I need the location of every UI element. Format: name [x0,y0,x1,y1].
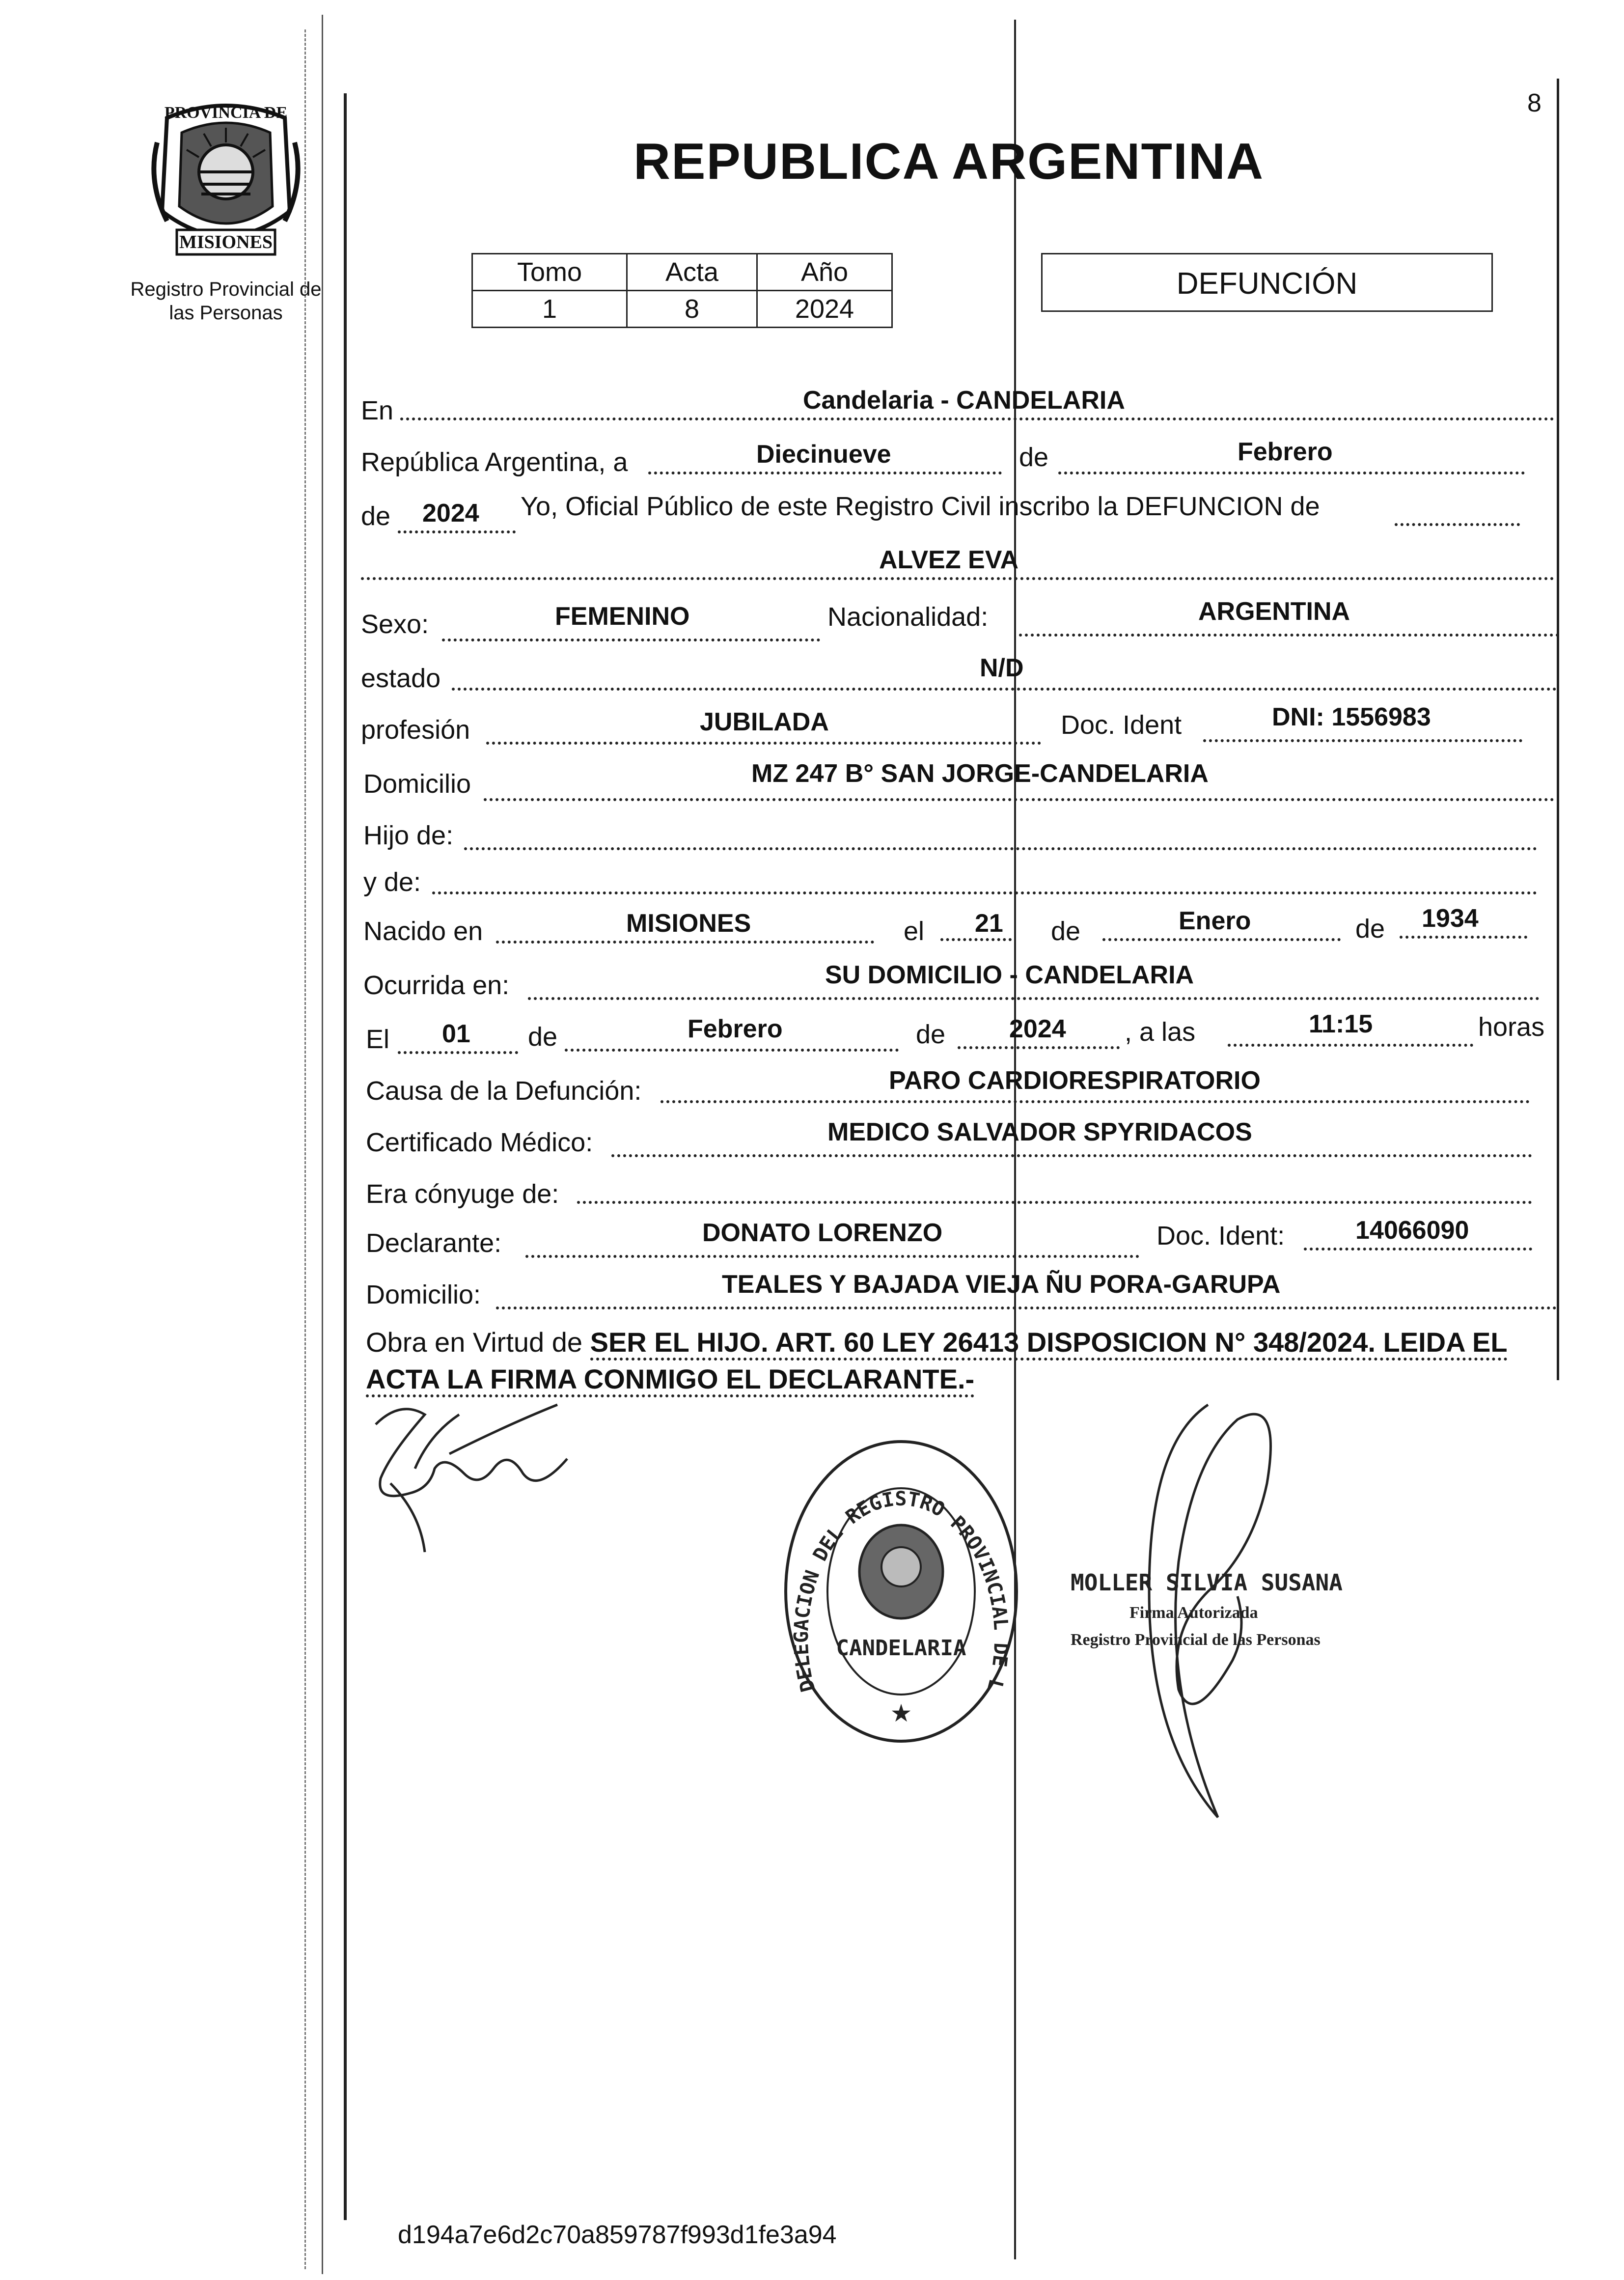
label-ocurrida-en: Ocurrida en: [363,971,510,1000]
label-sexo: Sexo: [361,610,429,639]
value-hora: 11:15 [1309,1010,1373,1038]
fill-yo [1395,523,1520,526]
value-fall-dia: 01 [442,1020,470,1048]
value-ocurrida-en: SU DOMICILIO - CANDELARIA [825,961,1194,989]
anio-value: 2024 [757,291,892,328]
fill-estado [452,688,1557,691]
label-de-fall-anio: de [916,1020,946,1049]
value-sexo: FEMENINO [555,602,690,631]
delegation-seal [781,1434,1021,1751]
tomo-header: Tomo [472,254,627,291]
value-nacionalidad: ARGENTINA [1198,597,1350,626]
value-fall-mes: Febrero [688,1015,783,1043]
book-reference-table [471,253,893,328]
label-de-anio: de [361,501,391,531]
fill-declarante [525,1255,1139,1258]
seal-ring-text: DELEGACION DEL REGISTRO PROVINCIAL DE L [790,1487,1013,1695]
fill-ocurrida-en [528,997,1540,1000]
label-hijo-de: Hijo de: [363,821,454,850]
value-mes: Febrero [1238,438,1333,466]
label-profesion: profesión [361,715,470,745]
binding-line [322,15,323,2274]
official-role-stamp: Firma Autorizada [1129,1604,1258,1622]
fill-nombre [361,577,1554,580]
label-doc-ident: Doc. Ident [1061,710,1182,740]
label-estado: estado [361,664,441,693]
label-doc-ident-declarante: Doc. Ident: [1156,1221,1285,1251]
right-margin-rule [1557,79,1559,1380]
label-nacido-en: Nacido en [363,917,483,946]
value-declarante-domicilio: TEALES Y BAJADA VIEJA ÑU PORA-GARUPA [722,1270,1281,1299]
value-lugar: Candelaria - CANDELARIA [803,386,1125,415]
label-horas: horas [1478,1012,1545,1042]
value-profesion: JUBILADA [700,708,829,736]
value-declarante: DONATO LORENZO [702,1219,943,1247]
fill-fall-dia [398,1051,518,1054]
value-obra-2: ACTA LA FIRMA CONMIGO EL DECLARANTE.- [366,1363,974,1397]
declarant-signature [361,1395,592,1574]
acta-value: 8 [627,291,757,328]
left-margin-rule [344,93,347,2220]
label-obra: Obra en Virtud de [366,1327,583,1358]
fill-conyuge [577,1201,1532,1204]
acta-header: Acta [627,254,757,291]
fill-nacionalidad [1019,634,1559,637]
value-estado: N/D [980,654,1024,682]
value-nac-mes: Enero [1179,907,1251,935]
province-crest-logo [147,98,304,265]
fill-dia [648,472,1002,474]
fill-nacido-en [496,941,874,944]
fill-hijo-de [464,847,1537,850]
fill-causa [661,1100,1530,1103]
label-de-nac-anio: de [1355,914,1385,944]
value-domicilio: MZ 247 B° SAN JORGE-CANDELARIA [751,759,1209,788]
value-nombre: ALVEZ EVA [879,546,1019,574]
value-fall-anio: 2024 [1009,1015,1066,1043]
label-en: En [361,396,394,425]
fill-declarante-doc [1304,1248,1532,1251]
value-nacido-en: MISIONES [626,909,751,938]
value-anio: 2024 [422,499,479,528]
fill-domicilio [484,798,1554,801]
anio-header: Año [757,254,892,291]
value-declarante-doc: 14066090 [1355,1216,1469,1245]
crest-text-top: PROVINCIA DE [164,104,288,122]
fill-y-de [432,891,1537,894]
label-de-mes: de [1019,443,1049,472]
fill-fall-anio [958,1046,1120,1049]
fill-lugar [400,417,1554,420]
obra-line-2 [366,1363,974,1395]
page-number: 8 [1527,89,1541,117]
fill-fall-mes [565,1049,899,1052]
label-de-nac-mes: de [1051,917,1081,946]
fill-nac-mes [1102,938,1341,941]
fill-documento [1203,739,1522,742]
label-el-fall: El [366,1025,390,1054]
fill-mes [1058,472,1525,474]
document-hash: d194a7e6d2c70a859787f993d1fe3a94 [398,2221,837,2249]
fill-sexo [442,639,820,641]
label-a-las: , a las [1125,1017,1196,1047]
value-nac-dia: 21 [975,909,1003,938]
label-certificado: Certificado Médico: [366,1128,593,1157]
label-domicilio-declarante: Domicilio: [366,1280,481,1309]
label-declarante: Declarante: [366,1228,502,1258]
fill-anio [398,530,516,533]
label-el-nac: el [904,917,925,946]
fill-certificado [611,1154,1532,1157]
official-name-stamp: MOLLER SILVIA SUSANA [1071,1569,1343,1596]
official-office-stamp: Registro Provincial de las Personas [1071,1631,1321,1649]
value-documento: DNI: 1556983 [1272,703,1431,731]
obra-line-1 [366,1326,1508,1358]
fill-declarante-domicilio [496,1307,1557,1309]
registry-name: Registro Provincial de las Personas [130,278,322,324]
label-conyuge: Era cónyuge de: [366,1179,559,1209]
crest-text-bottom: MISIONES [179,232,273,252]
value-nac-anio: 1934 [1422,904,1479,933]
label-causa: Causa de la Defunción: [366,1076,642,1106]
label-domicilio: Domicilio [363,769,471,799]
label-y-de: y de: [363,867,421,897]
label-yo: Yo, Oficial Público de este Registro Civil inscribo la DEFUNCION de [521,492,1320,521]
value-certificado: MEDICO SALVADOR SPYRIDACOS [827,1118,1252,1146]
fill-nac-anio [1400,936,1527,939]
acta-type-box: DEFUNCIÓN [1041,253,1493,312]
value-dia-letras: Diecinueve [756,440,891,469]
tomo-value: 1 [472,291,627,328]
fill-nac-dia [940,938,1012,941]
seal-inner-text: CANDELARIA [836,1636,966,1661]
label-de-fall-mes: de [528,1022,558,1052]
document-title: REPUBLICA ARGENTINA [633,133,1265,190]
binding-perforation [304,29,306,2269]
value-obra-1: SER EL HIJO. ART. 60 LEY 26413 DISPOSICION N° 348/2024. LEIDA EL [590,1327,1508,1361]
label-republica: República Argentina, a [361,447,628,477]
svg-text:★: ★ [890,1699,912,1727]
fill-hora [1228,1044,1473,1047]
label-nacionalidad: Nacionalidad: [827,602,989,632]
fill-profesion [486,742,1041,745]
value-causa: PARO CARDIORESPIRATORIO [889,1066,1261,1095]
